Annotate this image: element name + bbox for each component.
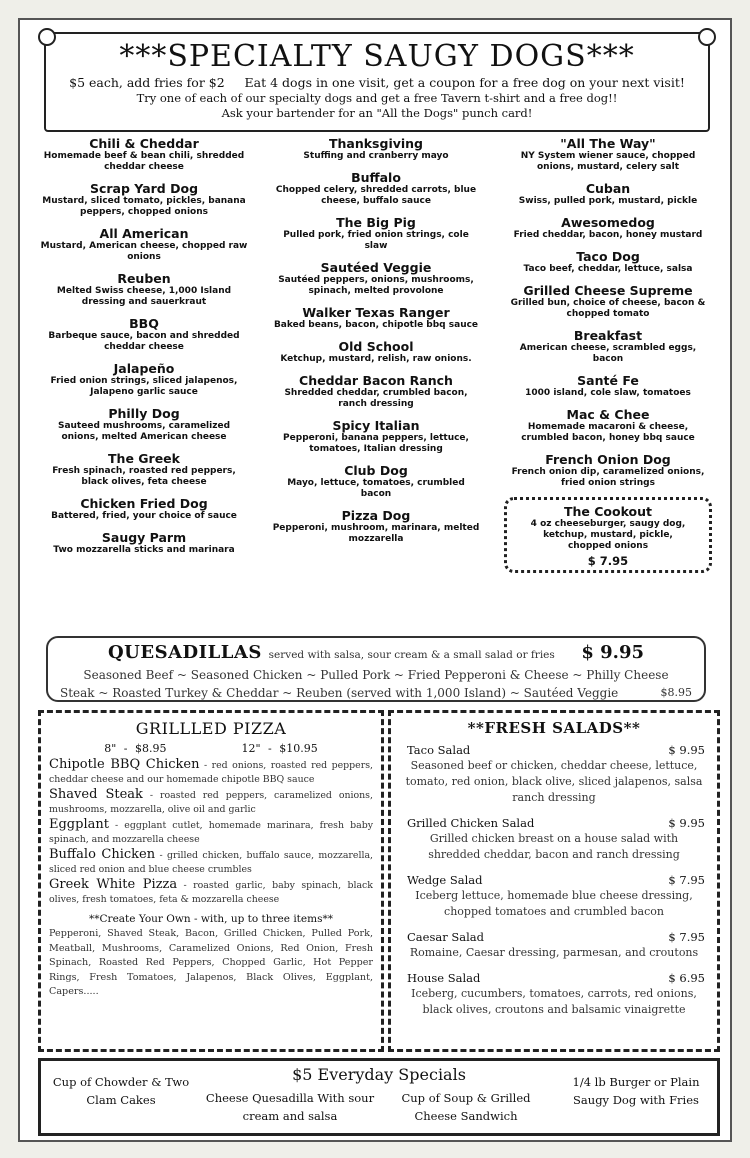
dog-name: Taco Dog bbox=[576, 249, 640, 264]
dog-item bbox=[26, 136, 262, 173]
dog-desc: Mustard, American cheese, chopped raw onions bbox=[40, 241, 248, 262]
menu-page bbox=[18, 18, 732, 1142]
dog-item bbox=[490, 373, 726, 399]
dog-item bbox=[26, 496, 262, 522]
dog-desc: American cheese, scrambled eggs, bacon bbox=[519, 343, 697, 364]
dogs-column-1 bbox=[26, 136, 262, 564]
dog-name: Scrap Yard Dog bbox=[89, 181, 199, 196]
dog-item bbox=[258, 260, 494, 297]
dog-name: The Greek bbox=[108, 451, 180, 466]
dog-item bbox=[258, 339, 494, 365]
dog-name: Jalapeño bbox=[113, 361, 175, 376]
everyday-item: Cheese Quesadilla With sour cream and salsa bbox=[205, 1091, 375, 1123]
dog-name: Santé Fe bbox=[577, 373, 639, 388]
salad-price: $ 6.95 bbox=[668, 971, 705, 985]
pizza-item bbox=[49, 878, 373, 907]
dog-desc: Chopped celery, shredded carrots, blue cheese, buffalo sauce bbox=[275, 185, 477, 206]
cookout-desc: 4 oz cheeseburger, saugy dog, ketchup, mustard, pickle, chopped onions bbox=[530, 519, 686, 551]
quesadillas-options-line-1: Seasoned Beef ~ Seasoned Chicken ~ Pulled Pork ~ Fried Pepperoni & Cheese ~ Philly Cheese bbox=[83, 668, 669, 682]
banner-tshirt-offer: Try one of each of our specialty dogs and get a free Tavern t-shirt and a free dog!! bbox=[136, 91, 618, 105]
dog-name: Chicken Fried Dog bbox=[80, 496, 208, 511]
salad-item bbox=[403, 971, 705, 1018]
dog-item bbox=[490, 215, 726, 241]
quesadillas-options-line-2-row bbox=[60, 686, 692, 700]
pizza-desc: - eggplant cutlet, homemade marinara, fresh baby spinach, and mozzarella cheese bbox=[49, 820, 373, 845]
dog-desc: Two mozzarella sticks and marinara bbox=[53, 545, 235, 555]
dog-name: "All The Way" bbox=[560, 136, 656, 151]
salads-title: **FRESH SALADS** bbox=[467, 719, 641, 737]
dog-item bbox=[26, 530, 262, 556]
dog-item bbox=[490, 407, 726, 444]
dog-name: Pizza Dog bbox=[341, 508, 411, 523]
dog-item bbox=[258, 215, 494, 252]
dog-name: Chili & Cheddar bbox=[89, 136, 199, 151]
dog-desc: Ketchup, mustard, relish, raw onions. bbox=[280, 354, 472, 364]
dog-item bbox=[26, 361, 262, 398]
dog-item bbox=[490, 181, 726, 207]
dog-desc: Mustard, sliced tomato, pickles, banana peppers, chopped onions bbox=[42, 196, 246, 217]
salad-price: $ 9.95 bbox=[668, 816, 705, 830]
cookout-name: The Cookout bbox=[563, 504, 653, 519]
dog-item bbox=[26, 271, 262, 308]
dog-desc: Fresh spinach, roasted red peppers, black olives, feta cheese bbox=[52, 466, 236, 487]
dog-desc: Battered, fried, your choice of sauce bbox=[51, 511, 237, 521]
dog-desc: French onion dip, caramelized onions, fried onion strings bbox=[511, 467, 705, 488]
salad-name: Wedge Salad bbox=[407, 873, 483, 887]
dog-desc: Mayo, lettuce, tomatoes, crumbled bacon bbox=[287, 478, 465, 499]
dog-desc: Taco beef, cheddar, lettuce, salsa bbox=[523, 264, 693, 274]
pizza-item bbox=[49, 758, 373, 787]
dog-name: Reuben bbox=[117, 271, 171, 286]
banner-punch-card: Ask your bartender for an "All the Dogs" punch card! bbox=[221, 106, 533, 120]
dogs-column-3 bbox=[490, 136, 726, 573]
salad-name: House Salad bbox=[407, 971, 481, 985]
dog-item bbox=[26, 316, 262, 353]
dog-name: French Onion Dog bbox=[545, 452, 671, 467]
pizza-desc: - red onions, roasted red peppers, cheddar cheese and our homemade chipotle BBQ sauce bbox=[49, 760, 373, 785]
dog-desc: Grilled bun, choice of cheese, bacon & chopped tomato bbox=[510, 298, 706, 319]
everyday-item: Cup of Soup & Grilled Cheese Sandwich bbox=[401, 1091, 531, 1123]
dog-desc: Melted Swiss cheese, 1,000 Island dressing and sauerkraut bbox=[56, 286, 232, 307]
dog-name: Philly Dog bbox=[108, 406, 180, 421]
salad-desc: Iceberg, cucumbers, tomatoes, carrots, red onions, black olives, croutons and balsamic vinaigrette bbox=[411, 987, 697, 1016]
everyday-item: 1/4 lb Burger or Plain Saugy Dog with Fries bbox=[572, 1075, 700, 1107]
pizza-desc: - roasted red peppers, caramelized onions, mushrooms, mozzarella, olive oil and garlic bbox=[49, 790, 373, 815]
dog-name: Breakfast bbox=[573, 328, 643, 343]
quesadillas-title: QUESADILLAS bbox=[108, 642, 262, 663]
dog-item bbox=[26, 181, 262, 218]
salad-price: $ 7.95 bbox=[668, 930, 705, 944]
dog-desc: NY System wiener sauce, chopped onions, mustard, celery salt bbox=[520, 151, 696, 172]
salad-desc: Romaine, Caesar dressing, parmesan, and croutons bbox=[409, 946, 699, 959]
salad-price: $ 9.95 bbox=[668, 743, 705, 757]
everyday-specials-section bbox=[38, 1058, 720, 1136]
dog-desc: Stuffing and cranberry mayo bbox=[303, 151, 449, 161]
quesadillas-price-2: $8.95 bbox=[660, 686, 692, 699]
pizza-item bbox=[49, 848, 373, 877]
pizza-name: Chipotle BBQ Chicken bbox=[49, 757, 200, 772]
dog-item bbox=[490, 283, 726, 320]
dog-name: Sautéed Veggie bbox=[320, 260, 432, 275]
specialty-banner bbox=[44, 32, 710, 132]
dog-desc: Swiss, pulled pork, mustard, pickle bbox=[518, 196, 698, 206]
salad-name: Taco Salad bbox=[407, 743, 471, 757]
dog-desc: 1000 island, cole slaw, tomatoes bbox=[525, 388, 691, 398]
grilled-pizza-section bbox=[38, 710, 384, 1052]
dog-desc: Homemade beef & bean chili, shredded cheddar cheese bbox=[43, 151, 245, 172]
pizza-title: GRILLLED PIZZA bbox=[135, 719, 287, 738]
quesadillas-section bbox=[46, 636, 706, 702]
dog-item bbox=[26, 451, 262, 488]
pizza-desc: - grilled chicken, buffalo sauce, mozzarella, sliced red onion and blue cheese crumbles bbox=[49, 850, 374, 875]
pizza-name: Shaved Steak bbox=[49, 787, 143, 802]
salad-item bbox=[403, 930, 705, 961]
dog-desc: Fried cheddar, bacon, honey mustard bbox=[513, 230, 703, 240]
dog-item bbox=[258, 463, 494, 500]
dog-name: Mac & Chee bbox=[566, 407, 650, 422]
dog-name: Thanksgiving bbox=[328, 136, 424, 151]
pizza-name: Eggplant bbox=[49, 817, 109, 832]
dog-name: Saugy Parm bbox=[101, 530, 187, 545]
salad-desc: Seasoned beef or chicken, cheddar cheese, lettuce, tomato, red onion, black olive, sliced jalapenos, salsa ranch dressing bbox=[405, 759, 703, 804]
dog-name: Old School bbox=[338, 339, 414, 354]
pizza-desc: - roasted garlic, baby spinach, black olives, fresh tomatoes, feta & mozzarella cheese bbox=[49, 880, 373, 905]
cookout-box bbox=[504, 497, 712, 573]
dog-desc: Sauteed mushrooms, caramelized onions, melted American cheese bbox=[57, 421, 231, 442]
dog-item bbox=[490, 249, 726, 275]
pizza-toppings: Pepperoni, Shaved Steak, Bacon, Grilled Chicken, Pulled Pork, Meatball, Mushrooms, Caramelized Onions, Red Onion, Fresh Spinach, Roasted Red Peppers, Chopped Garlic, Hot Pepper Rings, Fresh Tomatoes, Jalapenos, Black Olives, Eggplant, Capers..... bbox=[49, 928, 373, 997]
dog-desc: Pepperoni, banana peppers, lettuce, tomatoes, Italian dressing bbox=[283, 433, 469, 454]
dog-desc: Fried onion strings, sliced jalapenos, Jalapeno garlic sauce bbox=[50, 376, 238, 397]
dog-item bbox=[258, 373, 494, 410]
dog-name: Awesomedog bbox=[561, 215, 655, 230]
dog-item bbox=[258, 508, 494, 545]
dog-item bbox=[490, 136, 726, 173]
pizza-sizes: 8" - $8.95 12" - $10.95 bbox=[104, 742, 318, 755]
cookout-price: $ 7.95 bbox=[587, 554, 629, 568]
dog-name: Spicy Italian bbox=[332, 418, 420, 433]
dog-desc: Pepperoni, mushroom, marinara, melted mozzarella bbox=[272, 523, 480, 544]
dog-name: All American bbox=[99, 226, 189, 241]
dog-name: The Big Pig bbox=[336, 215, 416, 230]
salad-item bbox=[403, 816, 705, 863]
dogs-column-2 bbox=[258, 136, 494, 553]
dog-item bbox=[490, 328, 726, 365]
dog-name: Club Dog bbox=[344, 463, 408, 478]
dog-item bbox=[258, 136, 494, 162]
pizza-name: Greek White Pizza bbox=[49, 877, 178, 892]
everyday-item: Cup of Chowder & Two Clam Cakes bbox=[52, 1075, 190, 1107]
quesadillas-heading bbox=[108, 642, 555, 663]
pizza-create-your-own: **Create Your Own - with, up to three items** bbox=[89, 913, 333, 925]
dog-name: Buffalo bbox=[351, 170, 401, 185]
dog-desc: Homemade macaroni & cheese, crumbled bacon, honey bbq sauce bbox=[521, 422, 695, 443]
salad-desc: Iceberg lettuce, homemade blue cheese dressing, chopped tomatoes and crumbled bacon bbox=[415, 889, 693, 918]
salad-item bbox=[403, 873, 705, 920]
dog-item bbox=[258, 418, 494, 455]
banner-offer: $5 each, add fries for $2 Eat 4 dogs in one visit, get a coupon for a free dog on your next visit! bbox=[69, 75, 685, 90]
dog-name: Cheddar Bacon Ranch bbox=[299, 373, 453, 388]
dog-item bbox=[490, 452, 726, 489]
salad-name: Caesar Salad bbox=[407, 930, 485, 944]
banner-title: ***SPECIALTY SAUGY DOGS*** bbox=[119, 39, 635, 74]
fresh-salads-section bbox=[388, 710, 720, 1052]
dog-item bbox=[26, 406, 262, 443]
dog-desc: Barbeque sauce, bacon and shredded cheddar cheese bbox=[48, 331, 240, 352]
dog-desc: Pulled pork, fried onion strings, cole slaw bbox=[283, 230, 469, 251]
dog-name: Walker Texas Ranger bbox=[302, 305, 450, 320]
pizza-item bbox=[49, 818, 373, 847]
dog-desc: Shredded cheddar, crumbled bacon, ranch dressing bbox=[284, 388, 468, 409]
dog-item bbox=[258, 170, 494, 207]
dog-desc: Baked beans, bacon, chipotle bbq sauce bbox=[273, 320, 479, 330]
pizza-name: Buffalo Chicken bbox=[49, 847, 156, 862]
salad-name: Grilled Chicken Salad bbox=[407, 816, 535, 830]
salad-item bbox=[403, 743, 705, 806]
dog-desc: Sautéed peppers, onions, mushrooms, spinach, melted provolone bbox=[278, 275, 474, 296]
salad-price: $ 7.95 bbox=[668, 873, 705, 887]
dog-name: Grilled Cheese Supreme bbox=[523, 283, 693, 298]
dog-item bbox=[26, 226, 262, 263]
dog-item bbox=[258, 305, 494, 331]
pizza-item bbox=[49, 788, 373, 817]
quesadillas-options-line-2: Steak ~ Roasted Turkey & Cheddar ~ Reuben (served with 1,000 Island) ~ Sautéed Veggie bbox=[60, 686, 619, 700]
salad-desc: Grilled chicken breast on a house salad with shredded cheddar, bacon and ranch dressing bbox=[428, 832, 680, 861]
quesadillas-note: served with salsa, sour cream & a small salad or fries bbox=[268, 649, 555, 661]
everyday-title: $5 Everyday Specials bbox=[292, 1065, 466, 1084]
dog-name: BBQ bbox=[129, 316, 159, 331]
quesadillas-price: $ 9.95 bbox=[581, 642, 644, 663]
dog-name: Cuban bbox=[585, 181, 631, 196]
